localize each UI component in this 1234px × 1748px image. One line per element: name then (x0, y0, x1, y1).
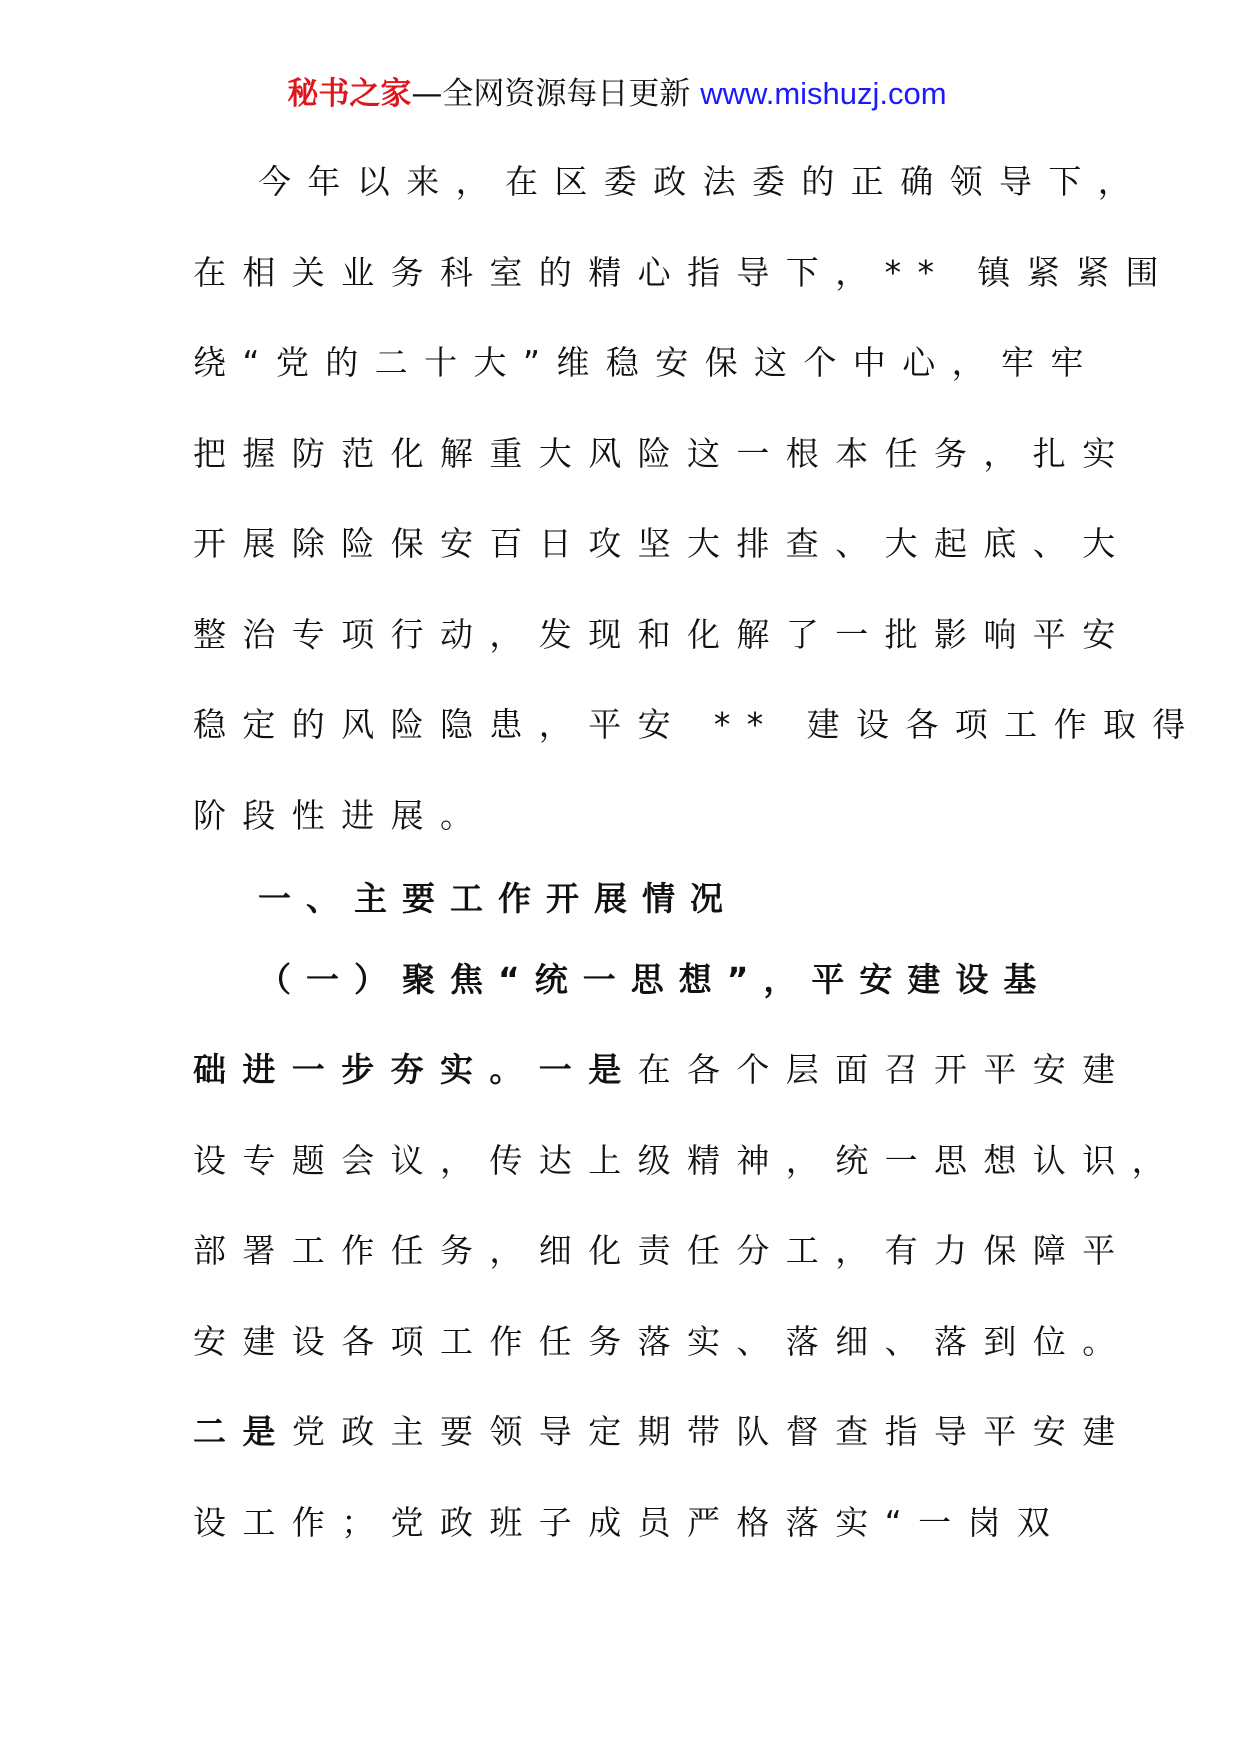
paragraph-line: 把握防范化解重大风险这一根本任务，扎实 (193, 434, 1132, 473)
site-header (0, 72, 1234, 116)
section-heading: 一、主要工作开展情况 (258, 879, 738, 918)
point-label: 二是 (193, 1412, 292, 1451)
paragraph-line: 绕“党的二十大”维稳安保这个中心，牢牢 (193, 343, 1100, 382)
site-url-link[interactable]: www.mishuzj.com (700, 76, 947, 111)
brand-name: 秘书之家 (287, 76, 412, 112)
paragraph-line: 整治专项行动，发现和化解了一批影响平安 (193, 615, 1132, 654)
paragraph-text: 在各个层面召开平安建 (637, 1050, 1132, 1089)
subheading-tail: 础进一步夯实。一是 (193, 1050, 638, 1089)
paragraph-line (193, 1046, 1193, 1094)
paragraph-line: 部署工作任务，细化责任分工，有力保障平 (193, 1231, 1132, 1270)
paragraph-line: 设工作；党政班子成员严格落实“一岗双 (193, 1503, 1067, 1542)
paragraph-line: 阶段性进展。 (193, 796, 490, 835)
header-tagline: —全网资源每日更新 (411, 76, 691, 112)
paragraph-line (193, 1408, 1193, 1456)
paragraph-text: 党政主要领导定期带队督查指导平安建 (291, 1412, 1132, 1451)
subheading-line: （一）聚焦“统一思想”，平安建设基 (258, 960, 1052, 999)
paragraph-line: 在相关业务科室的精心指导下，** 镇紧紧围 (193, 253, 1175, 292)
paragraph-line: 安建设各项工作任务落实、落细、落到位。 (193, 1322, 1132, 1361)
paragraph-line: 开展除险保安百日攻坚大排查、大起底、大 (193, 524, 1132, 563)
paragraph-line: 稳定的风险隐患，平安 ** 建设各项工作取得 (193, 705, 1202, 744)
paragraph-line: 今年以来，在区委政法委的正确领导下， (258, 162, 1148, 201)
paragraph-line: 设专题会议，传达上级精神，统一思想认识， (193, 1141, 1181, 1180)
